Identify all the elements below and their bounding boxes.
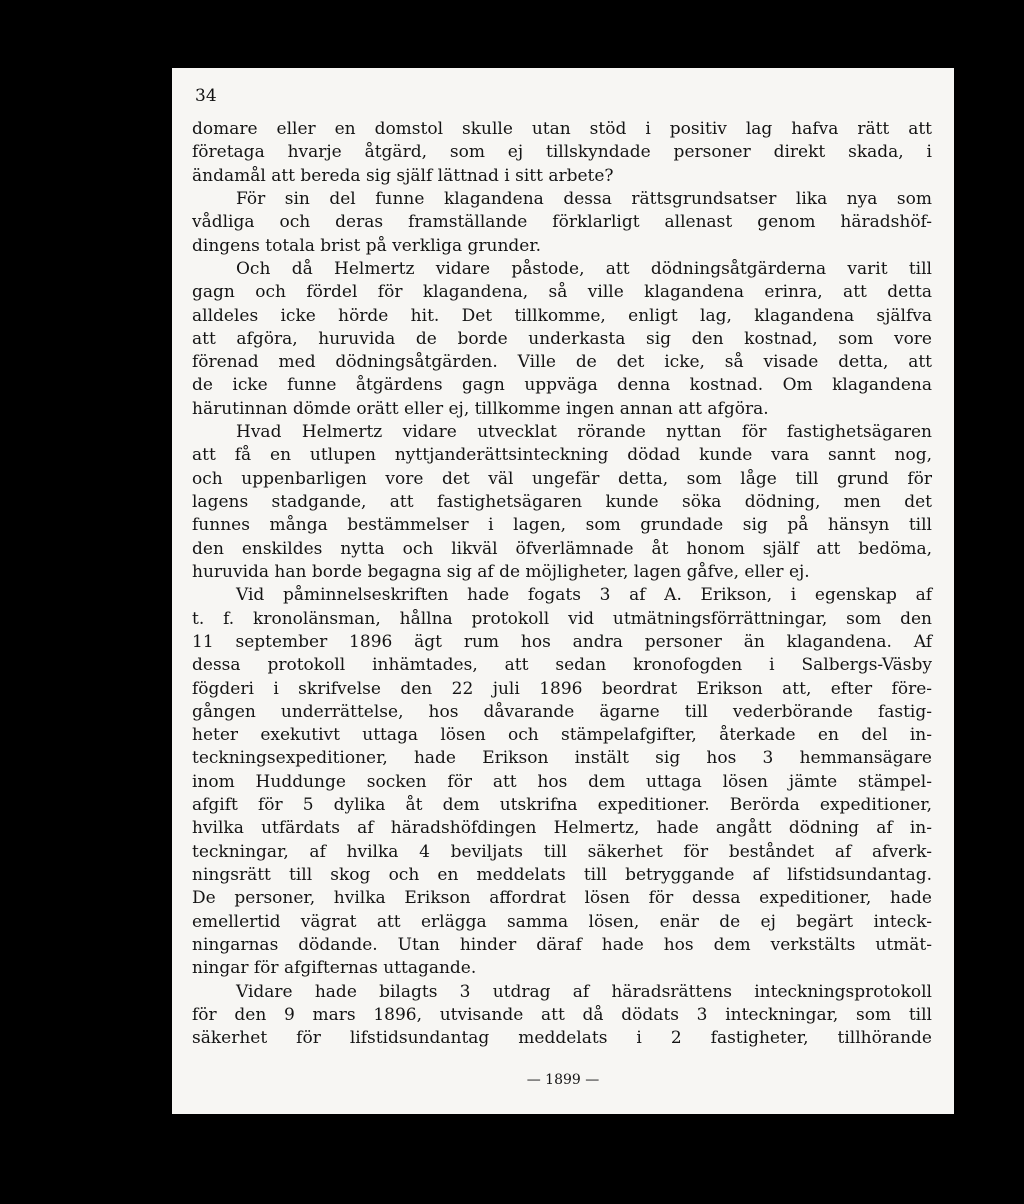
text-line: ningar för afgifternas uttagande.: [192, 958, 477, 979]
text-line: för den 9 mars 1896, utvisande att då dödats 3 inteckningar, som till: [192, 1004, 932, 1025]
text-line: 11 september 1896 ägt rum hos andra personer än klagandena. Af: [192, 631, 932, 652]
document-page: [172, 68, 954, 1114]
body-text: [192, 118, 932, 1051]
text-line: företaga hvarje åtgärd, som ej tillskyndade personer direkt skada, i: [192, 142, 932, 163]
text-line: och uppenbarligen vore det väl ungefär detta, som låge till grund för: [192, 468, 932, 489]
text-line: säkerhet för lifstidsundantag meddelats i 2 fastigheter, tillhörande: [192, 1028, 932, 1049]
text-line: teckningar, af hvilka 4 beviljats till säkerhet för beståndet af afverk-: [192, 841, 932, 862]
text-line: ningarnas dödande. Utan hinder däraf hade hos dem verkstälts utmät-: [192, 934, 932, 955]
text-line: Vidare hade bilagts 3 utdrag af häradsrättens inteckningsprotokoll: [236, 981, 932, 1002]
text-line: ändamål att bereda sig själf lättnad i sitt arbete?: [192, 165, 614, 186]
text-line: fögderi i skrifvelse den 22 juli 1896 beordrat Erikson att, efter före-: [192, 678, 932, 699]
page-number: 34: [195, 86, 217, 106]
text-line: Vid påminnelseskriften hade fogats 3 af A. Erikson, i egenskap af: [236, 585, 932, 606]
text-line: Hvad Helmertz vidare utvecklat rörande nyttan för fastighetsägaren: [236, 422, 932, 443]
text-line: dessa protokoll inhämtades, att sedan kronofogden i Salbergs-Väsby: [192, 655, 932, 676]
text-line: härutinnan dömde orätt eller ej, tillkomme ingen annan att afgöra.: [192, 398, 769, 419]
text-line: inom Huddunge socken för att hos dem uttaga lösen jämte stämpel-: [192, 771, 932, 792]
text-line: de icke funne åtgärdens gagn uppväga denna kostnad. Om klagandena: [192, 375, 932, 396]
text-line: lagens stadgande, att fastighetsägaren kunde söka dödning, men det: [192, 492, 932, 512]
text-line: alldeles icke hörde hit. Det tillkomme, enligt lag, klagandena själfva: [192, 305, 932, 326]
text-line: hvilka utfärdats af häradshöfdingen Helmertz, hade angått dödning af in-: [192, 818, 932, 839]
text-line: De personer, hvilka Erikson affordrat lösen för dessa expeditioner, hade: [192, 888, 932, 909]
text-line: gången underrättelse, hos dåvarande ägarne till vederbörande fastig-: [192, 701, 932, 722]
text-line: emellertid vägrat att erlägga samma lösen, enär de ej begärt intеck-: [192, 911, 932, 932]
text-line: heter exekutivt uttaga lösen och stämpelafgifter, återkade en del in-: [192, 725, 932, 746]
text-line: afgift för 5 dylika åt dem utskrifna expeditioner. Berörda expeditioner,: [192, 795, 932, 816]
text-line: huruvida han borde begagna sig af de möjligheter, lagen gåfve, eller ej.: [192, 561, 810, 582]
text-line: att få en utlupen nyttjanderättsinteckning dödad kunde vara sannt nog,: [192, 445, 932, 466]
text-line: teckningsexpeditioner, hade Erikson instält sig hos 3 hemmansägare: [192, 748, 932, 769]
text-line: Och då Helmertz vidare påstode, att dödningsåtgärderna varit till: [236, 258, 932, 279]
page-footer: — 1899 —: [526, 1072, 600, 1088]
text-line: dingens totala brist på verkliga grunder.: [192, 235, 542, 256]
text-line: domare eller en domstol skulle utan stöd i positiv lag hafva rätt att: [192, 119, 932, 139]
text-line: funnes många bestämmelser i lagen, som grundade sig på hänsyn till: [192, 515, 932, 536]
text-line: För sin del funne klagandena dessa rättsgrundsatser lika nya som: [236, 188, 932, 209]
text-line: förenad med dödningsåtgärden. Ville de det icke, så visade detta, att: [192, 352, 932, 373]
text-line: t. f. kronolänsman, hållna protokoll vid utmätningsförrättningar, som den: [192, 608, 932, 629]
text-line: ningsrätt till skog och en meddelats till betryggande af lifstidsundantag.: [192, 865, 932, 885]
text-line: den enskildes nytta och likväl öfverlämnade åt honom själf att bedöma,: [192, 538, 932, 559]
text-line: att afgöra, huruvida de borde underkasta sig den kostnad, som vore: [192, 328, 932, 349]
text-line: gagn och fördel för klagandena, så ville klagandena erinra, att detta: [192, 282, 932, 303]
text-line: vådliga och deras framställande förklarligt allenast genom häradshöf-: [192, 212, 932, 233]
